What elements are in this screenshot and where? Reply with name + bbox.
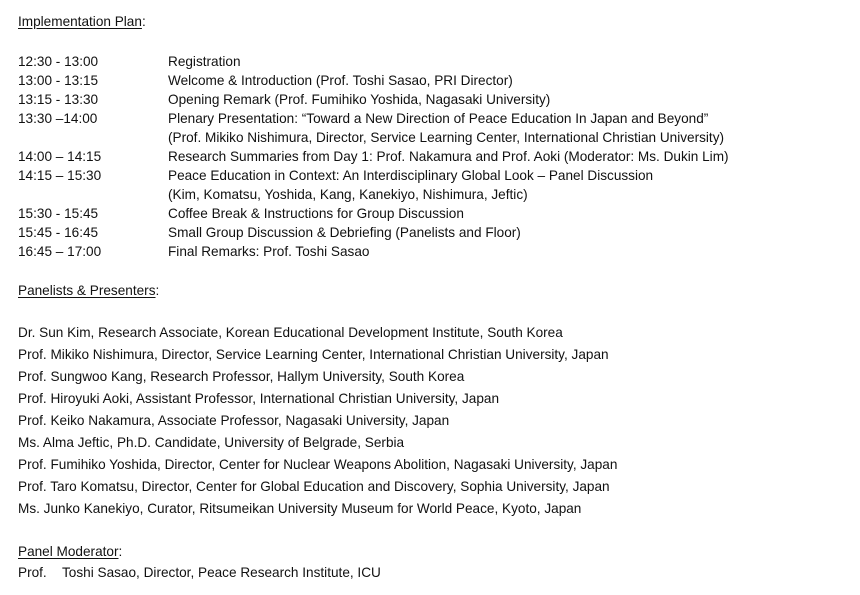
- schedule-description: Welcome & Introduction (Prof. Toshi Sasao, PRI Director): [168, 73, 513, 88]
- schedule-description: Research Summaries from Day 1: Prof. Nakamura and Prof. Aoki (Moderator: Ms. Dukin Lim): [168, 149, 729, 164]
- schedule-description: Registration: [168, 54, 241, 69]
- heading-colon: :: [155, 283, 160, 298]
- schedule-time: 14:15 – 15:30: [18, 168, 102, 183]
- moderator-details: Toshi Sasao, Director, Peace Research Institute, ICU: [62, 565, 381, 580]
- panelists-heading: [18, 283, 159, 298]
- schedule-time: 13:00 - 13:15: [18, 73, 99, 88]
- heading-colon: :: [118, 544, 123, 559]
- schedule-description: Final Remarks: Prof. Toshi Sasao: [168, 244, 370, 259]
- moderator-title: Prof.: [18, 565, 47, 580]
- panelists-heading-text: Panelists & Presenters: [18, 283, 156, 298]
- implementation-plan-heading: [18, 14, 146, 29]
- schedule-time: 13:30 –14:00: [18, 111, 98, 126]
- schedule-time: 15:30 - 15:45: [18, 206, 99, 221]
- schedule-description: Coffee Break & Instructions for Group Discussion: [168, 206, 464, 221]
- panelist-item: Prof. Mikiko Nishimura, Director, Service Learning Center, International Christian University, Japan: [18, 347, 609, 362]
- schedule-time: 12:30 - 13:00: [18, 54, 99, 69]
- schedule-time: 15:45 - 16:45: [18, 225, 99, 240]
- panelist-item: Prof. Taro Komatsu, Director, Center for Global Education and Discovery, Sophia University, Japan: [18, 479, 610, 494]
- schedule-time: 13:15 - 13:30: [18, 92, 99, 107]
- schedule-description: Peace Education in Context: An Interdisciplinary Global Look – Panel Discussion: [168, 168, 654, 183]
- panelist-item: Prof. Sungwoo Kang, Research Professor, Hallym University, South Korea: [18, 369, 465, 384]
- moderator-line: [18, 565, 381, 580]
- schedule-description-continued: (Kim, Komatsu, Yoshida, Kang, Kanekiyo, Nishimura, Jeftic): [168, 187, 528, 202]
- implementation-plan-heading-text: Implementation Plan: [18, 14, 142, 29]
- panelist-item: Prof. Keiko Nakamura, Associate Professor, Nagasaki University, Japan: [18, 413, 450, 428]
- panelist-list: [18, 322, 617, 520]
- schedule-description: Plenary Presentation: “Toward a New Direction of Peace Education In Japan and Beyond”: [168, 111, 709, 126]
- schedule-time: 14:00 – 14:15: [18, 149, 102, 164]
- panelist-item: Ms. Alma Jeftic, Ph.D. Candidate, University of Belgrade, Serbia: [18, 435, 405, 450]
- schedule-time: 16:45 – 17:00: [18, 244, 102, 259]
- panelist-item: Dr. Sun Kim, Research Associate, Korean Educational Development Institute, South Korea: [18, 325, 563, 340]
- heading-colon: :: [141, 14, 146, 29]
- moderator-heading: [18, 544, 122, 559]
- schedule-description: Small Group Discussion & Debriefing (Panelists and Floor): [168, 225, 521, 240]
- panelist-item: Ms. Junko Kanekiyo, Curator, Ritsumeikan University Museum for World Peace, Kyoto, Japan: [18, 501, 582, 516]
- schedule-description: Opening Remark (Prof. Fumihiko Yoshida, Nagasaki University): [168, 92, 551, 107]
- moderator-heading-text: Panel Moderator: [18, 544, 119, 559]
- panelist-item: Prof. Hiroyuki Aoki, Assistant Professor, International Christian University, Japan: [18, 391, 500, 406]
- schedule-description-continued: (Prof. Mikiko Nishimura, Director, Service Learning Center, International Christian University): [168, 130, 725, 145]
- panelist-item: Prof. Fumihiko Yoshida, Director, Center for Nuclear Weapons Abolition, Nagasaki University, Japan: [18, 457, 618, 472]
